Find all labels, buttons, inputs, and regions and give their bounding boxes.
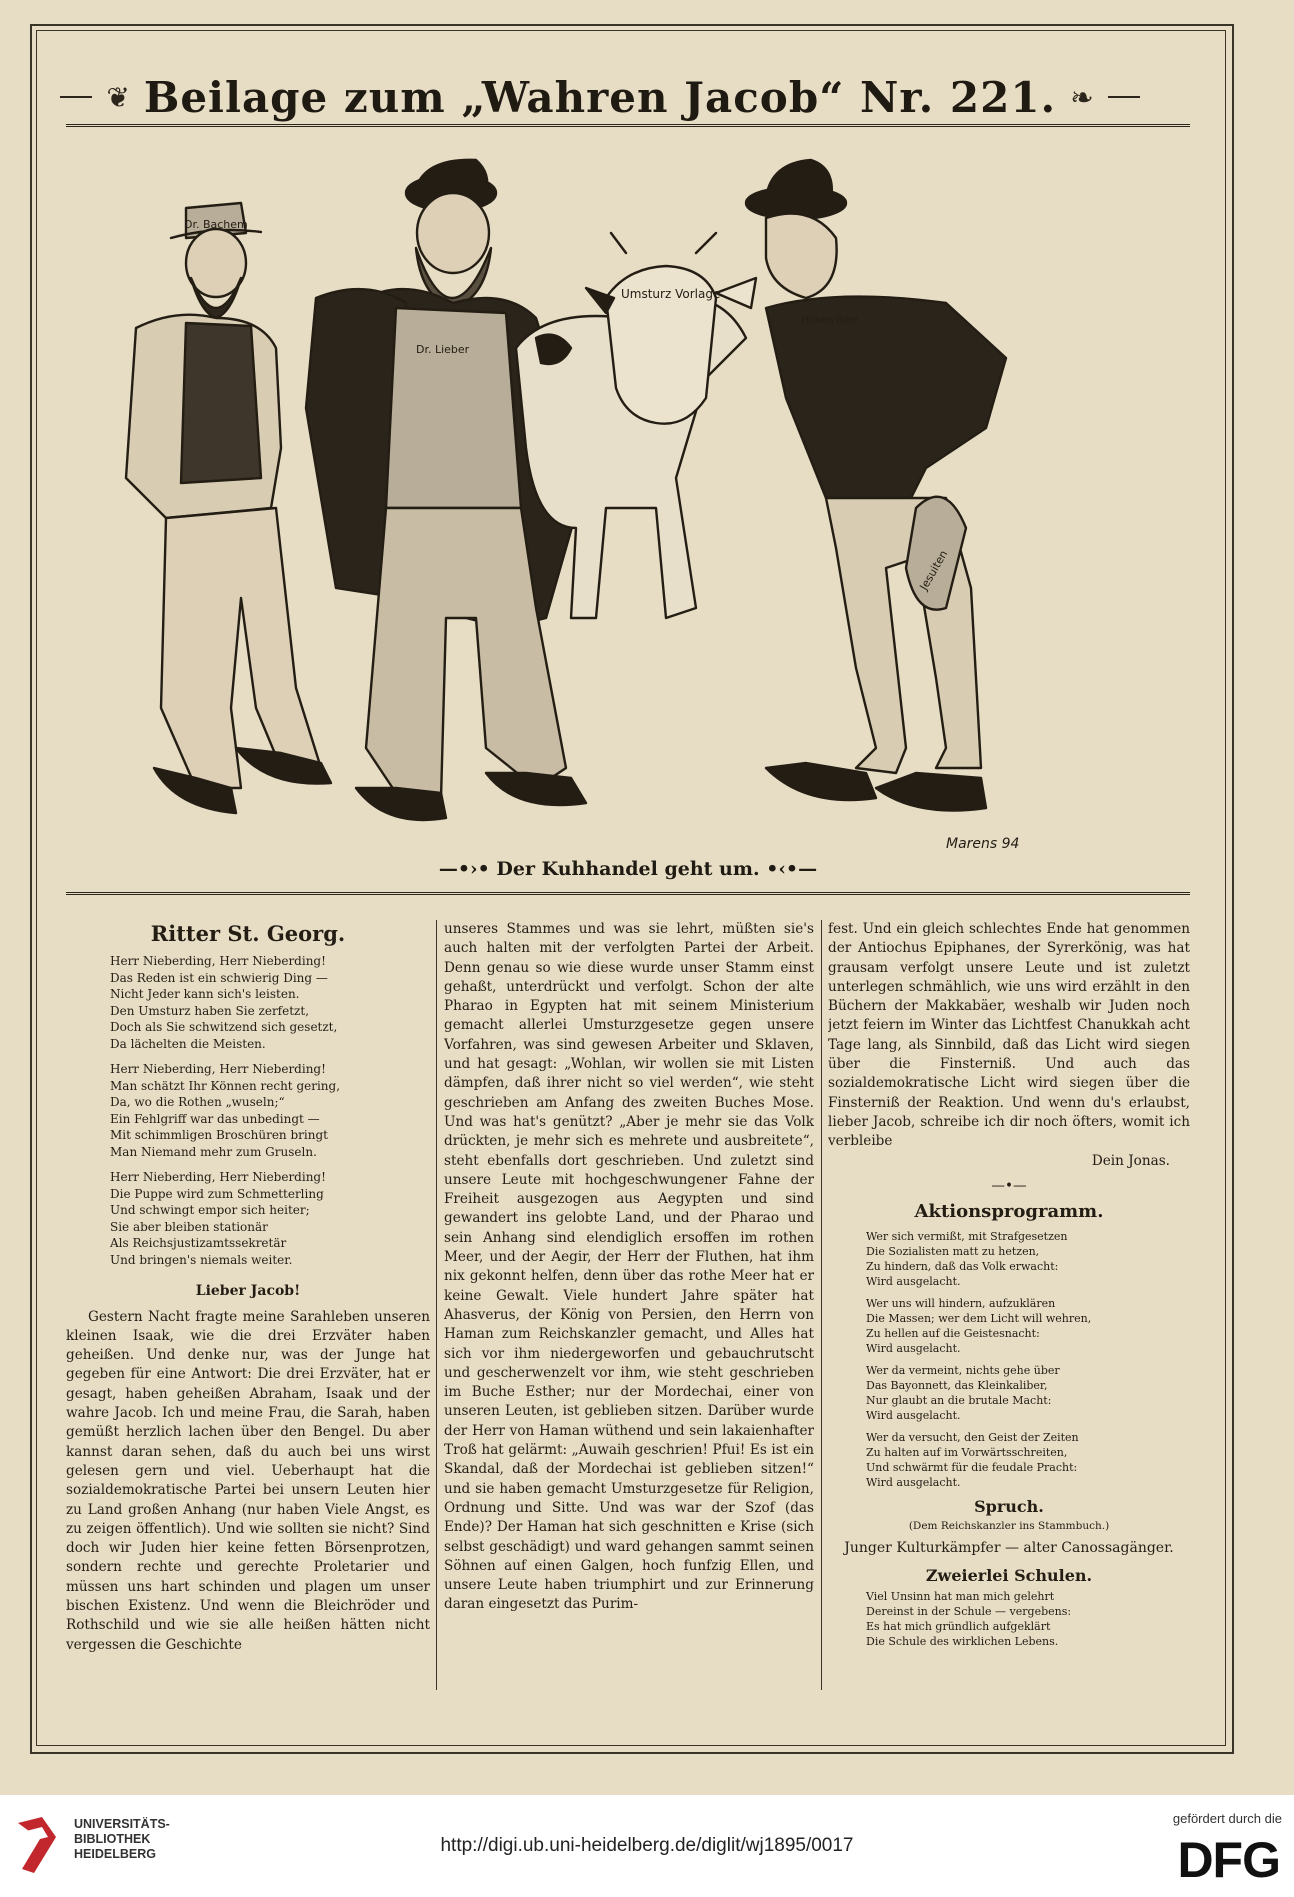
letter-signature: Dein Jonas. xyxy=(1091,1152,1170,1169)
schulen-title: Zweierlei Schulen. xyxy=(925,1566,1093,1586)
label-bachem: Dr. Bachem xyxy=(184,218,248,231)
program-title: Aktionsprogramm. xyxy=(914,1201,1104,1223)
poem-stanza: Herr Nieberding, Herr Nieberding! Man schätzt Ihr Können recht gering, Da, wo die Rothen „wuseln;“ Ein Fehlgriff war das unbedingt — Mit schimmligen Broschüren bringt Man Niemand mehr zum Gruseln. xyxy=(110,1062,341,1159)
label-pocket: Hohen lohe xyxy=(801,315,859,326)
column-1 xyxy=(66,920,430,1690)
letter-end: fest. Und ein gleich schlechtes Ende hat genommen der Antiochus Epiphanes, der Syrerkönig, was hat grausam verfolgt unsere Leute und ist zuletzt unterlegen schmählich, wie uns wird erzählt in den Büchern der Makkabäer, weshalb wir Juden noch jetzt feiern im Winter das Lichtfest Chanukkah acht Tage lang, als Sinnbild, daß das Licht wird siegen über die Finsterniß. Und auch das sozialdemokratische Licht wird siegen über die Finsterniß der Reaktion. Und wenn du's erlaubst, lieber Jacob, schreibe ich dir noch öfters, womit ich verbleibe xyxy=(828,921,1190,1150)
spruch-subtitle: (Dem Reichskanzler ins Stammbuch.) xyxy=(908,1519,1110,1532)
letter-title: Lieber Jacob! xyxy=(195,1283,301,1300)
program-stanza: Wer sich vermißt, mit Strafgesetzen Die Sozialisten matt zu hetzen, Zu hindern, daß das Volk erwacht: Wird ausgelacht. xyxy=(866,1230,1068,1289)
label-sack: Jesuiten xyxy=(917,548,951,593)
poem xyxy=(110,953,430,1268)
program-poem xyxy=(866,1229,1190,1490)
title-rule-left xyxy=(60,96,92,98)
title-bar xyxy=(60,72,1140,122)
figure-hohenlohe xyxy=(746,160,1006,811)
label-lieber: Dr. Lieber xyxy=(416,343,470,356)
page-title: Beilage zum „Wahren Jacob“ Nr. 221. xyxy=(143,72,1057,122)
program-stanza: Wer da vermeint, nichts gehe über Das Bayonnett, das Kleinkaliber, Nur glaubt an die brutale Macht: Wird ausgelacht. xyxy=(866,1364,1060,1423)
column-rule-1 xyxy=(436,920,437,1690)
poem-stanza: Herr Nieberding, Herr Nieberding! Die Puppe wird zum Schmetterling Und schwingt empor sich heiter; Sie aber bleiben stationär Als Reichsjustizamtssekretär Und bringen's niemals weiter. xyxy=(110,1170,326,1267)
ornament-right-icon: ❧ xyxy=(1070,80,1094,114)
letter-body: Gestern Nacht fragte meine Sarahleben unseren kleinen Isaak, wie die drei Erzväter haben geheißen. Und denke nur, was der Junge hat gegeben für eine Antwort: Die drei Erzväter, hat er gesagt, haben geheißen Abraham, Isaak und der wahre Jacob. Ich und meine Frau, die Sarah, haben gemüßt herzlich lachen über den Bengel. Du aber kannst daran sehen, daß du auch bei uns wirst gelesen gern und viel. Ueberhaupt hat die sozialdemokratische Partei bei unsern Leuten hier zu Land großen Anhang (nur haben Viele Angst, es zu zeigen öffentlich). Und wie sollten sie nicht? Sind doch wir Juden hier keine fetten Börsenprotzen, sondern rechte und gerechte Proletarier und müssen uns hart schinden und plagen um unser bischen Existenz. Und wenn die Bleichröder und Rothschild und wie sie alle heißen hätten nicht vergessen die Geschichte xyxy=(66,1308,430,1653)
title-divider xyxy=(66,124,1190,127)
dfg-logo: DFG xyxy=(1177,1832,1280,1888)
divider-icon: —•— xyxy=(991,1177,1027,1194)
signature: Marens 94 xyxy=(946,836,1020,848)
spruch-text: Junger Kulturkämpfer — alter Canossagänger. xyxy=(844,1539,1174,1556)
figure-bachem xyxy=(126,203,331,813)
text-columns xyxy=(66,920,1190,1690)
viewer-footer xyxy=(0,1795,1294,1897)
ornament-left-icon: ❦ xyxy=(106,80,130,114)
column-rule-2 xyxy=(821,920,822,1690)
permalink[interactable]: http://digi.ub.uni-heidelberg.de/diglit/wj1895/0017 xyxy=(440,1835,854,1856)
spruch-title: Spruch. xyxy=(974,1497,1044,1517)
program-stanza: Wer da versucht, den Geist der Zeiten Zu halten auf im Vorwärtsschreiten, Und schwärmt für die feudale Pracht: Wird ausgelacht. xyxy=(866,1431,1079,1490)
schulen-poem: Viel Unsinn hat man mich gelehrt Dereinst in der Schule — vergebens: Es hat mich gründlich aufgeklärt Die Schule des wirklichen Lebens. xyxy=(866,1590,1072,1649)
poem-stanza: Herr Nieberding, Herr Nieberding! Das Reden ist ein schwierig Ding — Nicht Jeder kann sich's leisten. Den Umsturz haben Sie zerfetzt, Doch als Sie schwitzend sich gesetzt, Da lächelten die Meisten. xyxy=(110,954,338,1051)
caption-divider xyxy=(66,892,1190,895)
cartoon-illustration xyxy=(66,148,1190,848)
title-rule-right xyxy=(1108,96,1140,98)
poem-title: Ritter St. Georg. xyxy=(150,921,346,946)
cartoon-caption: —•›• Der Kuhhandel geht um. •‹•— xyxy=(438,858,818,880)
letter-continued: unseres Stammes und was sie lehrt, müßten sie's auch halten mit der verfolgten Partei der Arbeit. Denn genau so wie diese wurde unser Stamm einst gehaßt, unterdrückt und verfolgt. Schon der alte Pharao in Egypten hat mit seinem Ministerium gemacht allerlei Umsturzgesetze gegen unsere Vorfahren, was sind gewesen Arbeiter und Sklaven, und hat gesagt: „Wohlan, wir wollen sie mit Listen dämpfen, daß ihrer nicht so viel werden“, wie steht geschrieben am Anfang des zweiten Buches Mose. Und was hat's genützt? „Aber je mehr sie das Volk drückten, je mehr sich es mehrete und ausbreitete“, steht ebenfalls dort geschrieben. Und zuletzt sind unsere Leute mit hochgeschwungener Fahne der Freiheit ausgezogen aus Aegypten und sind gewandert ins gelobte Land, und der Pharao und sein Anhang sind elendiglich ersoffen im rothen Meer, und der Aegir, der Herr der Fluthen, hat ihm nix gekonnt helfen, denn über das rothe Meer hat er keine Gewalt. Viele hundert Jahre später hat Ahasverus, der König von Persien, den Herrn von Haman zum Reichskanzler gemacht, und Alles hat sich vor ihm niedergeworfen und gebauchrutscht und gescherwenzelt vor ihm, wie steht geschrieben im Buche Esther; nur der Mordechai, einer von unseren Leuten, ist geblieben sitzen. Darüber wurde der Herr von Haman wüthend und sein lakaienhafter Troß hat gelärmt: „Auwaih geschrien! Pfui! Es ist ein Skandal, daß der Mordechai ist geblieben sitzen!“ und sie haben gemacht Umsturzgesetze für Religion, Ordnung und Sitte. Und was war der Szof (das Ende)? Der Haman hat sich geschnitten e Krise (sich selbst geschädigt) und ward gehangen sammt seinen Söhnen auf einen Galgen, hoch funfzig Ellen, und unsere Leute haben triumphirt und zur Erinnerung daran eingesetzt das Purim- xyxy=(444,921,814,1613)
program-stanza: Wer uns will hindern, aufzuklären Die Massen; wer dem Licht will wehren, Zu hellen auf die Geistesnacht: Wird ausgelacht. xyxy=(866,1297,1092,1356)
column-3 xyxy=(828,920,1190,1690)
library-name: UNIVERSITÄTS- BIBLIOTHEK HEIDELBERG xyxy=(74,1817,170,1861)
column-2 xyxy=(444,920,814,1690)
funding-note: gefördert durch die xyxy=(1172,1811,1282,1826)
label-cow: Umsturz Vorlage xyxy=(621,287,721,301)
